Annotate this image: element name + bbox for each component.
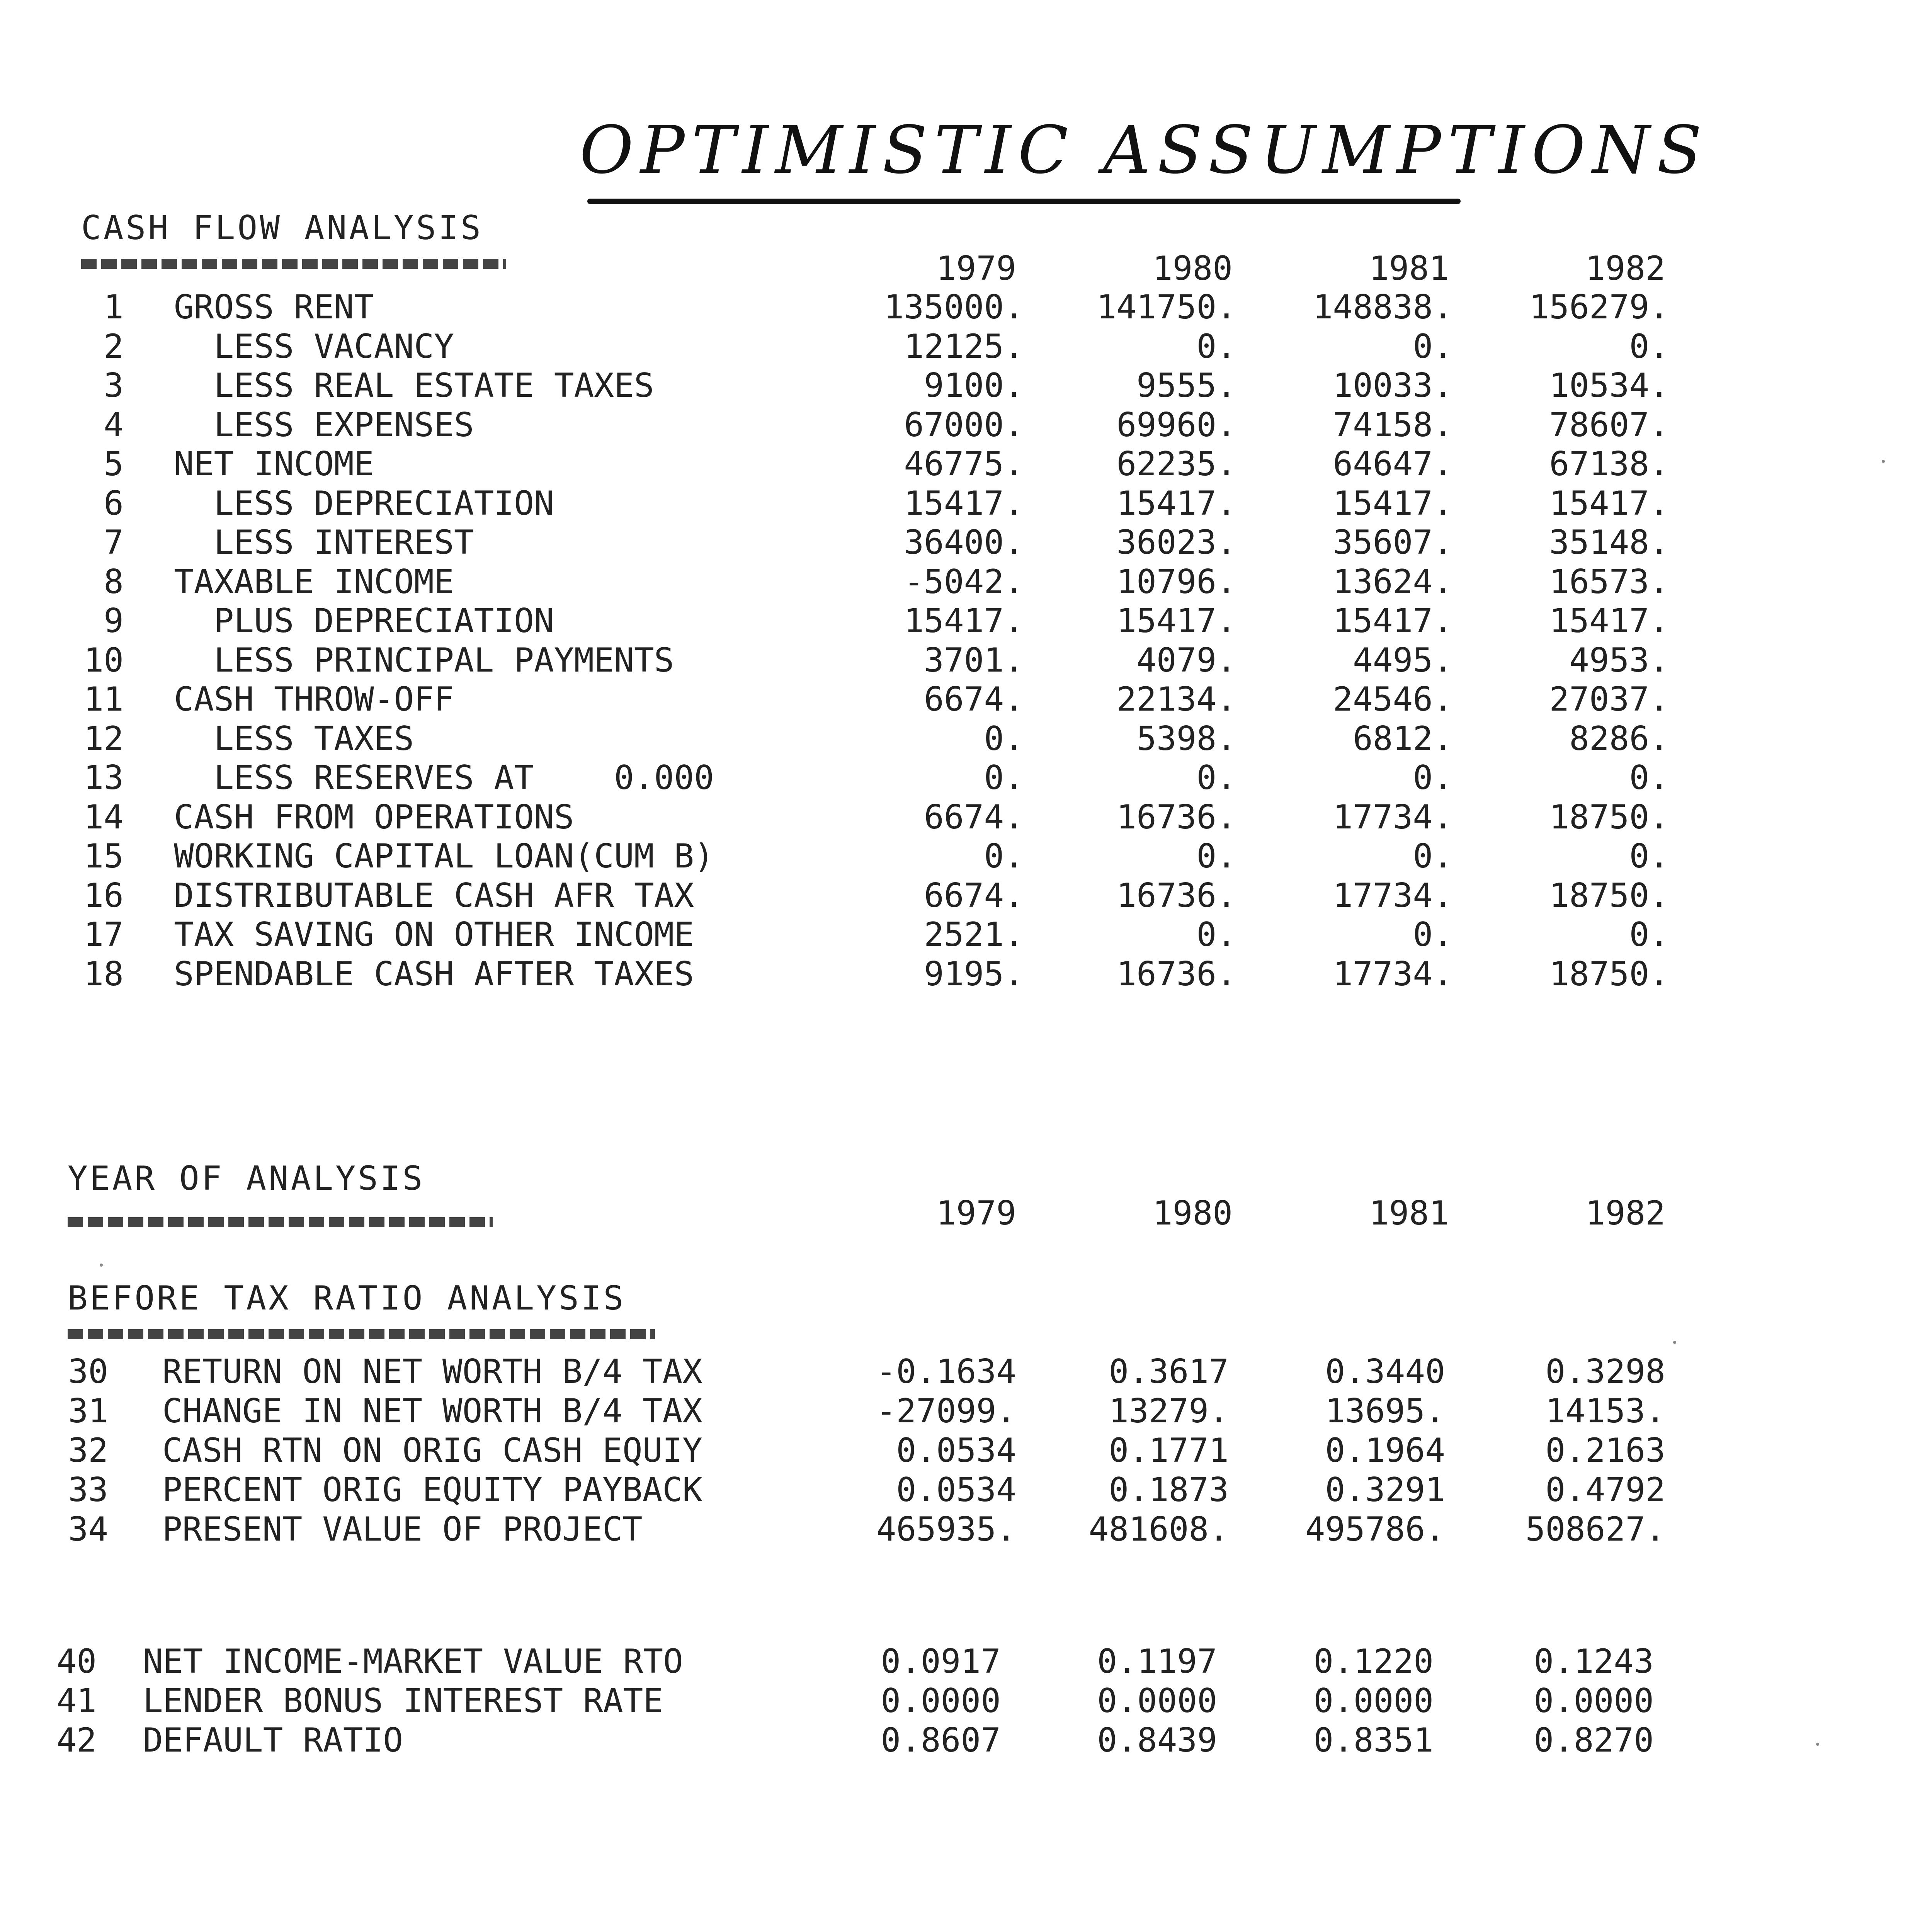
cell-value-4: 15417. [1549, 602, 1669, 640]
cell-value-4: 156279. [1529, 288, 1669, 327]
line-label: CHANGE IN NET WORTH B/4 TAX [162, 1392, 702, 1430]
cell-value-1: 135000. [884, 288, 1024, 327]
before-tax-row [0, 1392, 1700, 1430]
before-tax-title-rule [68, 1329, 655, 1339]
line-label: TAXABLE INCOME [174, 562, 454, 601]
cash-flow-row [0, 837, 1700, 876]
line-label: LESS PRINCIPAL PAYMENTS [174, 641, 674, 680]
line-number: 4 [104, 405, 124, 444]
cell-value-1: 3701. [924, 641, 1024, 680]
cell-value-2: 10796. [1116, 562, 1236, 601]
line-number: 7 [104, 523, 124, 562]
line-label: LENDER BONUS INTEREST RATE [143, 1682, 663, 1720]
cash-flow-row [0, 406, 1700, 444]
cell-value-4: 508627. [1525, 1510, 1665, 1549]
cell-value-2: 0.1873 [1109, 1471, 1229, 1509]
cell-value-4: 0.1243 [1534, 1642, 1654, 1681]
cash-flow-row [0, 680, 1700, 719]
year-analysis-year-1980: 1980 [1152, 1194, 1233, 1233]
stray-mark [100, 1264, 103, 1267]
cell-value-4: 10534. [1549, 366, 1669, 405]
cell-value-4: 0. [1629, 837, 1669, 876]
cash-flow-row [0, 327, 1700, 366]
cell-value-3: 148838. [1313, 288, 1453, 327]
line-number: 12 [83, 719, 124, 758]
cell-value-3: 6812. [1353, 719, 1453, 758]
cash-flow-title: CASH FLOW ANALYSIS [81, 209, 483, 247]
cell-value-2: 0.1771 [1109, 1431, 1229, 1470]
cell-value-2: 0. [1196, 915, 1236, 954]
cell-value-1: 15417. [904, 484, 1024, 523]
scan-speck [1816, 1743, 1819, 1746]
cell-value-3: 0.3291 [1325, 1471, 1445, 1509]
cell-value-1: 465935. [876, 1510, 1016, 1549]
line-label: DEFAULT RATIO [143, 1721, 403, 1760]
line-number: 42 [56, 1721, 97, 1760]
cell-value-3: 15417. [1333, 602, 1453, 640]
year-analysis-title: YEAR OF ANALYSIS [68, 1159, 425, 1198]
line-label: PRESENT VALUE OF PROJECT [162, 1510, 643, 1549]
cell-value-1: 15417. [904, 602, 1024, 640]
cell-value-3: 15417. [1333, 484, 1453, 523]
cell-value-4: 14153. [1545, 1392, 1665, 1430]
scan-speck [1673, 1341, 1676, 1344]
line-label: LESS TAXES [174, 719, 414, 758]
line-label: LESS INTEREST [174, 523, 474, 562]
cell-value-1: 6674. [924, 876, 1024, 915]
cash-flow-row [0, 915, 1700, 954]
cell-value-2: 9555. [1136, 366, 1236, 405]
line-number: 15 [83, 837, 124, 876]
cell-value-3: 0. [1413, 759, 1453, 797]
cell-value-2: 16736. [1116, 954, 1236, 993]
cell-value-2: 0. [1196, 327, 1236, 366]
cell-value-1: 0.8607 [881, 1721, 1001, 1760]
cell-value-1: 67000. [904, 405, 1024, 444]
cell-value-4: 0. [1629, 915, 1669, 954]
cell-value-1: -27099. [876, 1392, 1016, 1430]
cell-value-2: 5398. [1136, 719, 1236, 758]
cash-flow-row [0, 759, 1700, 797]
line-number: 31 [68, 1392, 108, 1430]
year-analysis-year-1979: 1979 [936, 1194, 1016, 1233]
cell-value-3: 4495. [1353, 641, 1453, 680]
cell-value-4: 16573. [1549, 562, 1669, 601]
cell-value-4: 0.2163 [1545, 1431, 1665, 1470]
line-label: LESS REAL ESTATE TAXES [174, 366, 654, 405]
cash-flow-row [0, 798, 1700, 837]
page-title [580, 112, 1709, 189]
cash-flow-year-1981: 1981 [1369, 249, 1449, 288]
year-analysis-year-1982: 1982 [1585, 1194, 1665, 1233]
cell-value-1: 0.0534 [896, 1471, 1016, 1509]
market-ratio-row [0, 1721, 1700, 1760]
cash-flow-row [0, 563, 1700, 601]
cell-value-4: 8286. [1569, 719, 1669, 758]
cash-flow-row [0, 955, 1700, 993]
market-ratio-row [0, 1682, 1700, 1720]
cash-flow-row [0, 602, 1700, 640]
cell-value-4: 18750. [1549, 798, 1669, 837]
cell-value-4: 0. [1629, 327, 1669, 366]
before-tax-row [0, 1510, 1700, 1549]
cell-value-2: 36023. [1116, 523, 1236, 562]
line-number: 2 [104, 327, 124, 366]
cell-value-4: 0.3298 [1545, 1352, 1665, 1391]
line-label: CASH THROW-OFF [174, 680, 454, 719]
scan-speck [1882, 460, 1885, 463]
cell-value-1: 9195. [924, 954, 1024, 993]
line-number: 11 [83, 680, 124, 719]
line-label: PLUS DEPRECIATION [174, 602, 554, 640]
before-tax-title: BEFORE TAX RATIO ANALYSIS [68, 1279, 626, 1318]
cell-value-3: 0.8351 [1313, 1721, 1434, 1760]
cell-value-2: 0.0000 [1097, 1682, 1217, 1720]
cell-value-4: 0.0000 [1534, 1682, 1654, 1720]
cell-value-2: 481608. [1088, 1510, 1229, 1549]
cell-value-3: 0. [1413, 915, 1453, 954]
cell-value-2: 13279. [1109, 1392, 1229, 1430]
line-label: TAX SAVING ON OTHER INCOME [174, 915, 694, 954]
line-number: 9 [104, 602, 124, 640]
line-label: LESS VACANCY [174, 327, 454, 366]
cell-value-4: 0. [1629, 759, 1669, 797]
cell-value-1: 0.0917 [881, 1642, 1001, 1681]
line-number: 3 [104, 366, 124, 405]
line-label: PERCENT ORIG EQUITY PAYBACK [162, 1471, 702, 1509]
cell-value-1: 36400. [904, 523, 1024, 562]
cash-flow-title-rule [81, 259, 506, 269]
line-label: CASH FROM OPERATIONS [174, 798, 574, 837]
line-label: LESS DEPRECIATION [174, 484, 554, 523]
cell-value-2: 0. [1196, 759, 1236, 797]
cell-value-3: 0. [1413, 837, 1453, 876]
cell-value-4: 15417. [1549, 484, 1669, 523]
cash-flow-row [0, 445, 1700, 483]
cell-value-2: 16736. [1116, 798, 1236, 837]
cell-value-3: 64647. [1333, 445, 1453, 483]
line-label: SPENDABLE CASH AFTER TAXES [174, 954, 694, 993]
year-analysis-year-1981: 1981 [1369, 1194, 1449, 1233]
cell-value-2: 141750. [1096, 288, 1236, 327]
line-number: 33 [68, 1471, 108, 1509]
cash-flow-row [0, 719, 1700, 758]
cell-value-4: 0.4792 [1545, 1471, 1665, 1509]
cell-value-3: 0. [1413, 327, 1453, 366]
cell-value-3: 17734. [1333, 954, 1453, 993]
line-number: 8 [104, 562, 124, 601]
cell-value-1: 0. [984, 719, 1024, 758]
line-label: RETURN ON NET WORTH B/4 TAX [162, 1352, 702, 1391]
line-number: 14 [83, 798, 124, 837]
cell-value-4: 67138. [1549, 445, 1669, 483]
cell-value-3: 74158. [1333, 405, 1453, 444]
cell-value-1: 46775. [904, 445, 1024, 483]
cell-value-1: 2521. [924, 915, 1024, 954]
cell-value-3: 0.0000 [1313, 1682, 1434, 1720]
line-number: 32 [68, 1431, 108, 1470]
cell-value-1: -0.1634 [876, 1352, 1016, 1391]
cell-value-2: 0.3617 [1109, 1352, 1229, 1391]
line-label: LESS EXPENSES [174, 405, 474, 444]
line-label: WORKING CAPITAL LOAN(CUM B) [174, 837, 714, 876]
cell-value-2: 0.1197 [1097, 1642, 1217, 1681]
line-number: 18 [83, 954, 124, 993]
title-underline [587, 199, 1461, 204]
cell-value-3: 24546. [1333, 680, 1453, 719]
cell-value-4: 35148. [1549, 523, 1669, 562]
cell-value-1: 6674. [924, 680, 1024, 719]
cell-value-1: 0. [984, 837, 1024, 876]
line-number: 16 [83, 876, 124, 915]
line-number: 1 [104, 288, 124, 327]
line-number: 6 [104, 484, 124, 523]
cell-value-2: 0. [1196, 837, 1236, 876]
cell-value-2: 69960. [1116, 405, 1236, 444]
line-label: DISTRIBUTABLE CASH AFR TAX [174, 876, 694, 915]
page-title-text: OPTIMISTIC ASSUMPTIONS [580, 112, 1709, 189]
cell-value-1: 6674. [924, 798, 1024, 837]
line-label: NET INCOME-MARKET VALUE RTO [143, 1642, 683, 1681]
cell-value-1: 9100. [924, 366, 1024, 405]
line-number: 30 [68, 1352, 108, 1391]
line-number: 13 [83, 759, 124, 797]
cell-value-1: 12125. [904, 327, 1024, 366]
line-number: 41 [56, 1682, 97, 1720]
cash-flow-year-1979: 1979 [936, 249, 1016, 288]
cell-value-4: 0.8270 [1534, 1721, 1654, 1760]
cash-flow-row [0, 484, 1700, 523]
cell-value-1: -5042. [904, 562, 1024, 601]
cell-value-4: 78607. [1549, 405, 1669, 444]
line-number: 34 [68, 1510, 108, 1549]
cell-value-2: 0.8439 [1097, 1721, 1217, 1760]
cell-value-3: 0.3440 [1325, 1352, 1445, 1391]
cell-value-1: 0. [984, 759, 1024, 797]
cell-value-2: 4079. [1136, 641, 1236, 680]
cell-value-4: 18750. [1549, 954, 1669, 993]
line-number: 5 [104, 445, 124, 483]
cell-value-1: 0.0000 [881, 1682, 1001, 1720]
cash-flow-row [0, 641, 1700, 680]
cash-flow-year-1982: 1982 [1585, 249, 1665, 288]
cell-value-1: 0.0534 [896, 1431, 1016, 1470]
cell-value-4: 4953. [1569, 641, 1669, 680]
cash-flow-row [0, 288, 1700, 327]
cash-flow-row [0, 523, 1700, 562]
cell-value-2: 62235. [1116, 445, 1236, 483]
cell-value-3: 17734. [1333, 876, 1453, 915]
cell-value-3: 35607. [1333, 523, 1453, 562]
market-ratio-row [0, 1642, 1700, 1681]
cell-value-3: 10033. [1333, 366, 1453, 405]
cell-value-2: 22134. [1116, 680, 1236, 719]
line-label: CASH RTN ON ORIG CASH EQUIY [162, 1431, 702, 1470]
line-number: 40 [56, 1642, 97, 1681]
cash-flow-row [0, 366, 1700, 405]
cell-value-2: 16736. [1116, 876, 1236, 915]
before-tax-row [0, 1352, 1700, 1391]
cell-value-3: 0.1964 [1325, 1431, 1445, 1470]
cell-value-3: 13624. [1333, 562, 1453, 601]
year-analysis-title-rule [68, 1217, 493, 1227]
cell-value-3: 13695. [1325, 1392, 1445, 1430]
cash-flow-row [0, 876, 1700, 915]
cell-value-2: 15417. [1116, 602, 1236, 640]
cell-value-2: 15417. [1116, 484, 1236, 523]
line-label: LESS RESERVES AT 0.000 [174, 759, 714, 797]
cell-value-4: 18750. [1549, 876, 1669, 915]
line-number: 10 [83, 641, 124, 680]
cell-value-3: 17734. [1333, 798, 1453, 837]
before-tax-row [0, 1431, 1700, 1470]
cell-value-4: 27037. [1549, 680, 1669, 719]
before-tax-row [0, 1471, 1700, 1509]
line-label: NET INCOME [174, 445, 374, 483]
cell-value-3: 495786. [1305, 1510, 1445, 1549]
cell-value-3: 0.1220 [1313, 1642, 1434, 1681]
cash-flow-year-1980: 1980 [1152, 249, 1233, 288]
line-number: 17 [83, 915, 124, 954]
line-label: GROSS RENT [174, 288, 374, 327]
